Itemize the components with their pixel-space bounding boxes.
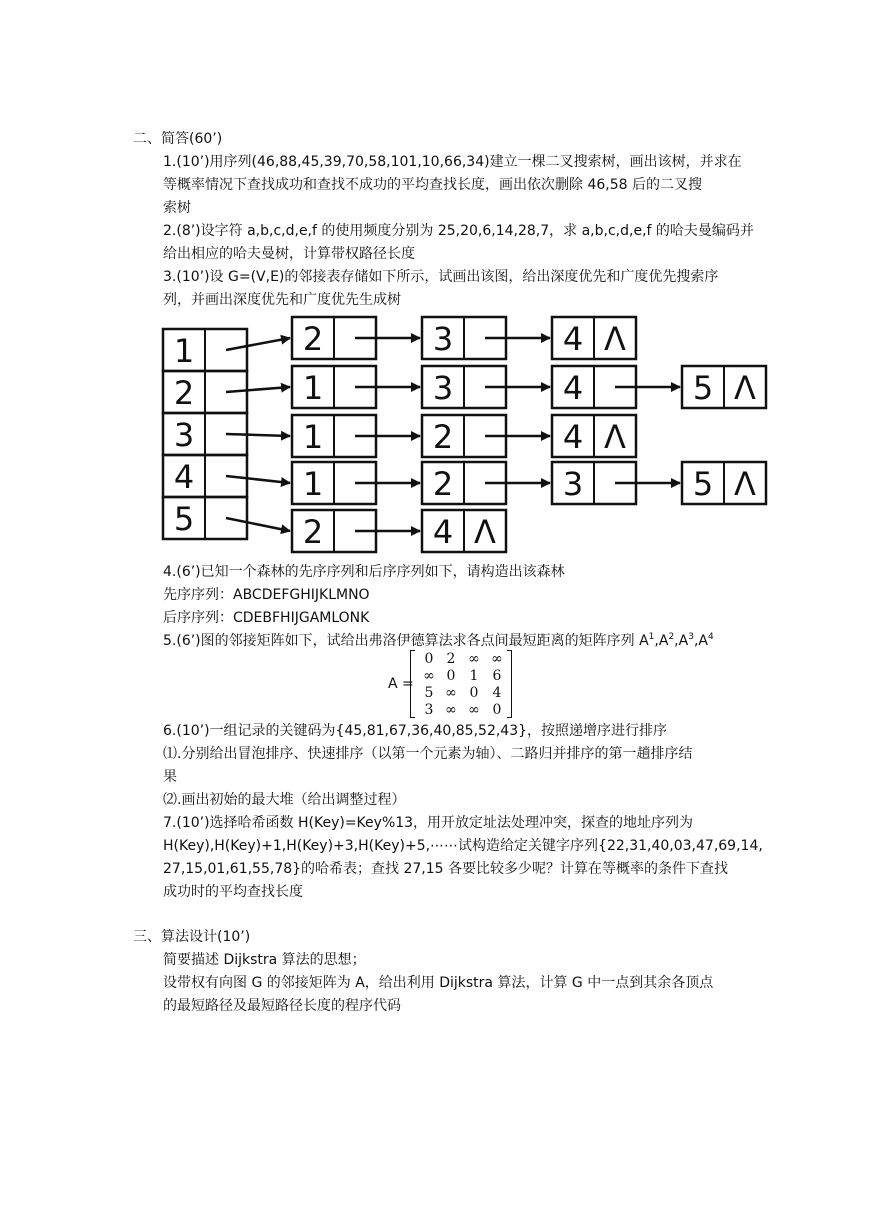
matrix-cell: ∞	[491, 651, 503, 667]
s3-line-2: 设带权有向图 G 的邻接矩阵为 A，给出利用 Dijkstra 算法，计算 G 中一点到其余各顶点	[163, 975, 714, 991]
matrix-label: A =	[388, 676, 414, 692]
q5-title-text: 5.(6’)图的邻接矩阵如下，试给出弗洛伊德算法求各点间最短距离的矩阵序列 A	[163, 633, 649, 649]
matrix-cell: 0	[424, 651, 434, 667]
node-vertex-label: 2	[432, 465, 454, 503]
head-vertex-label: 4	[173, 458, 195, 496]
q7-line-2: H(Key),H(Key)+1,H(Key)+3,H(Key)+5,⋯⋯试构造给定关键字序列{22,31,40,03,47,69,14,	[163, 838, 763, 854]
q2-line-2: 给出相应的哈夫曼树，计算带权路径长度	[163, 246, 415, 262]
q6-line-1: 6.(10’)一组记录的关键码为{45,81,67,36,40,85,52,43}，按照递增序进行排序	[163, 723, 668, 739]
q7-line-3: 27,15,01,61,55,78}的哈希表；查找 27,15 各要比较多少呢？计算在等概率的条件下查找	[163, 861, 729, 877]
pointer-arrow	[226, 387, 290, 392]
matrix-cell: 4	[492, 685, 502, 701]
head-cell-1	[163, 329, 247, 371]
q5-power-2: 2	[668, 632, 675, 642]
list-node	[422, 366, 506, 408]
head-cell-2	[163, 371, 247, 413]
list-node	[552, 462, 636, 504]
section2-title: 二、简答(60’)	[133, 131, 223, 147]
node-vertex-label: 1	[302, 418, 324, 456]
q1-line-2: 等概率情况下查找成功和查找不成功的平均查找长度，画出依次删除 46,58 后的二叉搜	[163, 177, 702, 193]
head-vertex-label: 2	[173, 374, 195, 412]
node-vertex-label: 1	[302, 369, 324, 407]
list-node	[422, 415, 506, 457]
list-node	[552, 415, 636, 457]
node-vertex-label: 4	[562, 418, 584, 456]
s3-line-3: 的最短路径及最短路径长度的程序代码	[163, 998, 401, 1014]
q4-postorder: 后序序列：CDEBFHIJGAMLONK	[163, 610, 370, 626]
node-vertex-label: 2	[302, 513, 324, 551]
list-node	[682, 462, 766, 504]
q6-line-3: 果	[163, 769, 177, 785]
null-pointer-symbol: Λ	[734, 369, 756, 407]
section3-title: 三、算法设计(10’)	[133, 929, 251, 945]
node-vertex-label: 4	[562, 369, 584, 407]
matrix-cell: ∞	[445, 685, 457, 701]
list-node	[292, 510, 376, 552]
list-node	[682, 366, 766, 408]
matrix-cell: 0	[446, 668, 456, 684]
list-node	[292, 415, 376, 457]
head-cell-5	[163, 497, 247, 539]
list-node	[552, 366, 636, 408]
pointer-arrow	[226, 434, 290, 436]
matrix-left-bracket	[410, 650, 415, 718]
null-pointer-symbol: Λ	[604, 418, 626, 456]
node-vertex-label: 5	[692, 369, 714, 407]
null-pointer-symbol: Λ	[734, 465, 756, 503]
matrix-cell: ∞	[423, 668, 435, 684]
head-vertex-label: 1	[173, 332, 195, 370]
q6-line-4: ⑵.画出初始的最大堆（给出调整过程）	[163, 792, 406, 808]
list-node	[422, 510, 506, 552]
matrix-cell: 3	[424, 702, 434, 718]
node-vertex-label: 5	[692, 465, 714, 503]
matrix-cell: 2	[446, 651, 456, 667]
pointer-arrow	[226, 338, 290, 350]
head-vertex-label: 3	[173, 416, 195, 454]
q7-line-4: 成功时的平均查找长度	[163, 884, 303, 900]
head-vertex-label: 5	[173, 500, 195, 538]
q7-line-1: 7.(10’)选择哈希函数 H(Key)=Key%13，用开放定址法处理冲突，探查的地址序列为	[163, 815, 694, 831]
node-vertex-label: 3	[432, 320, 454, 358]
q5-title: 5.(6’)图的邻接矩阵如下，试给出弗洛伊德算法求各点间最短距离的矩阵序列 $A^1,A^2,A^3,A^4$	[163, 632, 714, 649]
list-node	[552, 317, 636, 359]
matrix-cell: 5	[424, 685, 434, 701]
list-node	[292, 366, 376, 408]
head-cell-4	[163, 455, 247, 497]
q4-title: 4.(6’)已知一个森林的先序序列和后序序列如下，请构造出该森林	[163, 564, 565, 580]
list-node	[292, 317, 376, 359]
matrix-cell: 1	[469, 668, 479, 684]
list-node	[422, 462, 506, 504]
q5-power-1: 1	[648, 632, 655, 642]
matrix-cell: 0	[469, 685, 479, 701]
list-node	[422, 317, 506, 359]
matrix-cell: ∞	[468, 651, 480, 667]
q3-line-1: 3.(10’)设 G=(V,E)的邻接表存储如下所示，试画出该图，给出深度优先和广度优先搜索序	[163, 269, 719, 285]
q6-line-2: ⑴.分别给出冒泡排序、快速排序（以第一个元素为轴）、二路归并排序的第一趟排序结	[163, 746, 693, 762]
q5-power-3: 3	[688, 632, 694, 642]
adjacency-matrix	[410, 648, 512, 720]
q4-preorder: 先序序列：ABCDEFGHIJKLMNO	[163, 587, 370, 603]
q5-power-4: 4	[707, 632, 714, 642]
node-vertex-label: 2	[302, 320, 324, 358]
pointer-arrow	[226, 518, 290, 531]
node-vertex-label: 1	[302, 465, 324, 503]
node-vertex-label: 3	[432, 369, 454, 407]
q2-line-1: 2.(8’)设字符 a,b,c,d,e,f 的使用频度分别为 25,20,6,14,28,7，求 a,b,c,d,e,f 的哈夫曼编码并	[163, 223, 754, 239]
s3-line-1: 简要描述 Dijkstra 算法的思想；	[163, 952, 366, 968]
head-cell-3	[163, 413, 247, 455]
node-vertex-label: 4	[562, 320, 584, 358]
null-pointer-symbol: Λ	[474, 513, 496, 551]
node-vertex-label: 4	[432, 513, 454, 551]
node-vertex-label: 2	[432, 418, 454, 456]
pointer-arrow	[226, 476, 290, 483]
node-vertex-label: 3	[562, 465, 584, 503]
list-node	[292, 462, 376, 504]
matrix-cell: ∞	[468, 702, 480, 718]
q1-line-1: 1.(10’)用序列(46,88,45,39,70,58,101,10,66,34)建立一棵二叉搜索树，画出该树，并求在	[163, 154, 742, 170]
q1-line-3: 索树	[163, 200, 191, 216]
null-pointer-symbol: Λ	[604, 320, 626, 358]
matrix-cell: ∞	[445, 702, 457, 718]
q3-line-2: 列，并画出深度优先和广度优先生成树	[163, 292, 401, 308]
matrix-cell: 6	[492, 668, 502, 684]
matrix-cell: 0	[492, 702, 502, 718]
